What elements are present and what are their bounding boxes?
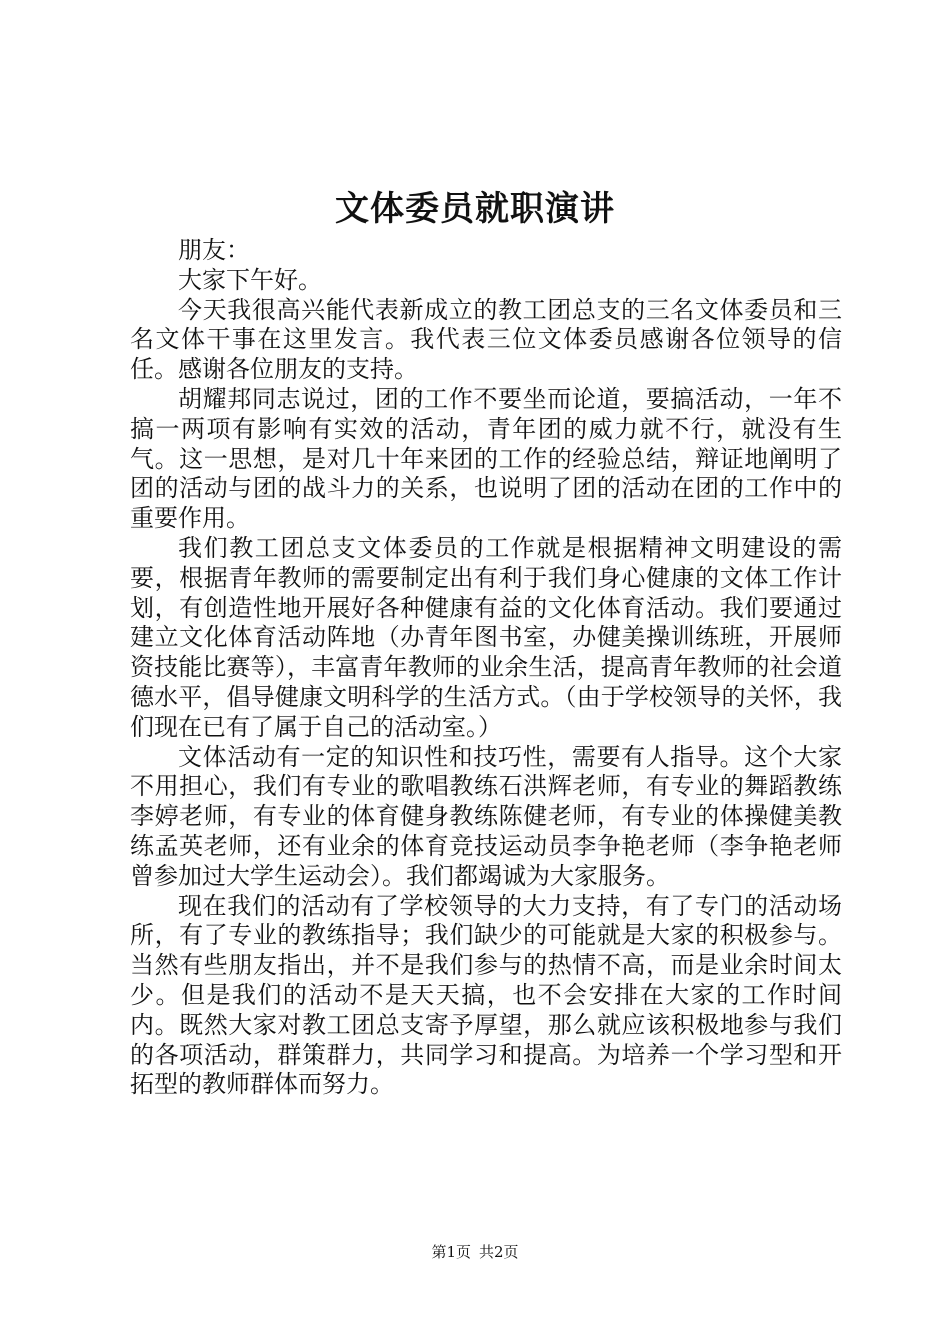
paragraph-greeting: 朋友： [178,236,250,264]
paragraph-intro: 今天我很高兴能代表新成立的教工团总支的三名文体委员和三名文体干事在这里发言。我代表三位文体委员感谢各位领导的信任。感谢各位朋友的支持。 [130,295,842,384]
paragraph-duties: 我们教工团总支文体委员的工作就是根据精神文明建设的需要，根据青年教师的需要制定出有利于我们身心健康的文体工作计划，有创造性地开展好各种健康有益的文化体育活动。我们要通过建立文化体育活动阵地（办青年图书室，办健美操训练班，开展师资技能比赛等），丰富青年教师的业余生活，提高青年教师的社会道德水平，倡导健康文明科学的生活方式。（由于学校领导的关怀，我们现在已有了属于自己的活动室。） [130,533,842,741]
paragraph-salutation: 大家下午好。 [178,265,322,294]
document-title: 文体委员就职演讲 [335,189,615,229]
paragraph-coaches: 文体活动有一定的知识性和技巧性，需要有人指导。这个大家不用担心，我们有专业的歌唱教练石洪辉老师，有专业的舞蹈教练李婷老师，有专业的体育健身教练陈健老师，有专业的体操健美教练孟英老师，还有业余的体育竞技运动员李争艳老师（李争艳老师曾参加过大学生运动会）。我们都竭诚为大家服务。 [130,742,842,890]
paragraph-quote: 胡耀邦同志说过，团的工作不要坐而论道，要搞活动，一年不搞一两项有影响有实效的活动，青年团的威力就不行，就没有生气。这一思想，是对几十年来团的工作的经验总结，辩证地阐明了团的活动与团的战斗力的关系，也说明了团的活动在团的工作中的重要作用。 [130,384,842,533]
page-footer [0,1241,950,1263]
page-total: 共2页 [479,1243,519,1261]
page-number: 第1页 [431,1243,471,1261]
paragraph-closing: 现在我们的活动有了学校领导的大力支持，有了专门的活动场所，有了专业的教练指导；我们缺少的可能就是大家的积极参与。当然有些朋友指出，并不是我们参与的热情不高，而是业余时间太少。但是我们的活动不是天天搞，也不会安排在大家的工作时间内。既然大家对教工团总支寄予厚望，那么就应该积极地参与我们的各项活动，群策群力，共同学习和提高。为培养一个学习型和开拓型的教师群体而努力。 [130,891,842,1099]
document-body [130,236,842,1100]
